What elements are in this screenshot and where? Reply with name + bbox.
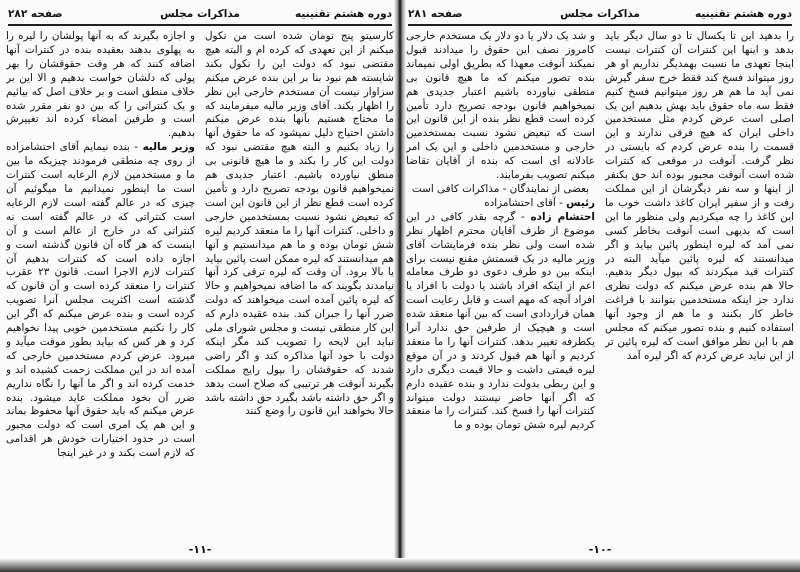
header-volume: دوره هشتم تقنینیه bbox=[695, 8, 792, 20]
paragraph-text: بعضی از نمایندگان - مذاکرات کافی است bbox=[411, 182, 590, 195]
paragraph-text: را بدهید این تا یکسال تا دو سال دیگر باید بدهد و اینها این کنترات آن کنترات نیست اینجا تعهدی ما نسبت بهمدیگر نداریم او هر روز میتواند فسخ کند فقط خرج سفر گیرش نمی آید ما هم هر روز میتوانیم فسخ کنیم فقط سه ماه حقوق باید بهش بدهیم این یک اصلی است عرض کردم مثل مستخدمین داخلی ایران که هیچ فرقی ندارند و این قسمت را بنده عرض کردم که بایستی در نظر گرفت. آنوقت در موقعی که کنترات شده است آنوقت مجبور بوده اند حق بکنفر از اینها و سه نفر دیگرشان از این مملکت رفت و از سفیر ایران کاغذ داشت خوب ما این کاغذ را چه میکردیم ولی منظور ما این است که بدیهی است آنوقت بخاطر کسی نمی آمد که لیره اینطور پائین بیاید و اگر میدانستند که لیره پائین میآید البته در کنترات قید میکردند که بپول دیگر بدهیم. حالا هم بنده عرض میکنم که دولت نظری ندارد جز اینکه مستخدمین بتوانند با فراغت خاطر کار بکنند و ما هم از وجود آنها استفاده کنیم و بنده تصور میکنم که مجلس هم با این نظر موافق است که لیره پائین تر از این نباید عرض کردم که اگر لیره آمد bbox=[605, 30, 794, 362]
text-column-left bbox=[406, 30, 595, 532]
header-page-number: صفحه ۲۸۲ bbox=[8, 8, 63, 20]
paragraph bbox=[406, 30, 595, 183]
speaker-name: رئیس bbox=[566, 196, 595, 209]
paragraph bbox=[605, 30, 794, 364]
paragraph bbox=[406, 183, 595, 197]
text-column-right bbox=[205, 30, 394, 532]
text-column-left bbox=[6, 30, 195, 532]
paragraph bbox=[406, 211, 595, 434]
header-rule bbox=[8, 24, 392, 26]
paragraph bbox=[6, 30, 195, 141]
text-column-right bbox=[605, 30, 794, 532]
page-header bbox=[8, 8, 392, 24]
paragraph-text: - بنده نیمایم آقای احتشامزاده از روی چه منطقی فرمودند چیزیکه ما بین ما و مستخدمین لازم الرعایه است کنترات است ما اینطور نمیدانیم ما میگوئیم آن چیزی که در عالم گفته است لازم الرعایه است کنتراتی که در عالم گفته است نه کنتراتی که در خارج از عالم است و آن اینست که هر گاه آن قانون گذشته است و اجازه داده است که کنترات بدهیم آن کنترات لازم الاجرا است. قانون ۲۳ عقرب کنترات را منعقد کرده است و آن قانون که گذشته است اکثریت مجلس آنرا تصویب کرده است و بنده عرض میکنم که اگر این کار را نکنیم مستخدمین خوبی پیدا نخواهیم کرد و هر کس که بیاید بطور موقت میآید و میرود. عرض کردم مستخدمین خارجی که آمده اند در این مملکت زحمت کشیده اند و خدمت کرده اند و اگر ما آنها را نگاه نداریم ضرر آن بخود مملکت عاید میشود. بنده عرض میکنم که باید حقوق آنها محفوظ بماند و این هم یک امری است که دولت مجبور است در حدود اختیارات خودش هر اقدامی که لازم است بکند و در غیر اینجا bbox=[6, 141, 195, 460]
page-header bbox=[408, 8, 792, 24]
page-footer-number: -۱۱- bbox=[188, 543, 212, 556]
scan-edge-shadow bbox=[0, 558, 800, 572]
paragraph bbox=[205, 30, 394, 419]
header-title: مذاکرات مجلس bbox=[560, 8, 640, 20]
speaker-name: وزیر مالیه bbox=[142, 141, 195, 154]
header-volume: دوره هشتم تقنینیه bbox=[295, 8, 392, 20]
header-page-number: صفحه ۲۸۱ bbox=[408, 8, 463, 20]
speaker-name: احتشام زاده bbox=[530, 210, 595, 223]
book-binding-gutter bbox=[394, 0, 406, 572]
right-page bbox=[400, 0, 800, 572]
paragraph-text: - آقای احتشامزاده bbox=[484, 196, 567, 209]
page-footer-number: -۱۰- bbox=[588, 543, 612, 556]
paragraph-text: و اجازه بگیرند که به آنها پولشان را لیره را به پهلوی بدهند بعقیده بنده در کنترات آنها اضافه کنند که هر وقت حقوقشان را بهر پولی که دلشان خواست بدهیم و الا این بر خلاف منطق است و بر خلاف اصل که بیائیم و یک کنتراتی را که بین دو نفر مقرر شده است و طرفین امضاء کرده اند تغییرش بدهیم. bbox=[6, 30, 195, 140]
paragraph-text: کارسیتو پنج تومان شده است من نکول میکنم از این تعهدی که کرده ام و البته هیچ مقتضی نبود که دولت این را نکول بکند شایسته هم نبود بنا بر این بنده عرض میکنم سزاوار نیست آن مستخدم خارجی این نظر را اظهار بکند. آقای وزیر مالیه میفرمایند که ما محتاج هستیم بآنها بنده عرض میکنم داشتن احتیاج دلیل نمیشود که ما حقوق آنها را زیاد بکنیم و البته هیچ مقتضی نبود که دولت این کار را بکند و ما هیچ قانونی بی منطق نیاورده باشیم. اعتبار جدیدی هم نمیخواهیم قانون بودجه تصریح دارد و تأمین کرده است قطع نظر از این قانون این است که تبعیض نشود نسبت بمستخدمین خارجی و داخلی. کنترات آنها را ما منعقد کردیم لیره شش تومان بوده و ما هم میدانستیم و آنها هم میدانستند که لیره ممکن است پائین بیاید یا بالا برود. آن وقت که لیره ترقی کرد آنها نیامدند بگویند که ما اضافه نمیخواهیم و حالا که لیره پائین آمده است میخواهند که دولت ضرر آنها را جبران کند. بنده عقیده دارم که این کار منطقی نیست و مجلس شورای ملی نباید این لایحه را تصویب کند مگر اینکه دولت با خود آنها مذاکره کند و اگر راضی شدند که حقوقشان را بپول رایج مملکت بگیرند آنوقت هر ترتیبی که صلاح است بدهد و اگر حق داشته باشد بگیرد حق داشته باشد حالا بخواهند این قانون را وضع کنند bbox=[205, 30, 394, 418]
paragraph bbox=[406, 197, 595, 211]
paragraph bbox=[6, 141, 195, 461]
header-title: مذاکرات مجلس bbox=[160, 8, 240, 20]
header-rule bbox=[408, 24, 792, 26]
paragraph-text: - گرچه بقدر کافی در این موضوع از طرف آقایان محترم اظهار نظر شده است ولی نظر بنده فرمایشات آقای وزیر مالیه در یک قسمتش مقنع نیست برای اینکه بین دو طرف دعوی دو طرف معامله اعم از اینکه افراد باشند یا دولت با افراد یا افراد آنچه که مهم است و قابل رعایت است همان قراردادی است که بین آنها منعقد شده است و هیچیک از طرفین حق ندارد آنرا یکطرفه تغییر بدهد. کنترات آنها را ما منعقد کردیم و آنها هم قبول کردند و در آن موقع لیره قیمتی داشت و حالا قیمت دیگری دارد و این ربطی بدولت ندارد و بنده عقیده دارم که اگر آنها حاضر نیستند دولت میتواند کنترات آنها را فسخ کند. کنترات را ما منعقد کردیم لیره شش تومان بوده و ما bbox=[406, 210, 595, 432]
paragraph-text: و شد یک دلار یا دو دلار یک مستخدم خارجی کامروز نصف این حقوق را میدادند قبول نمیکند آنوقت معهذا که بطریق اولی نمیماند بنده تصور میکنم که ما هیچ قانون بی منطقی نیاورده باشیم اعتبار جدیدی هم نمیخواهیم قانون بودجه تصریح دارد تأمین کرده است قطع نظر بنده از این قانون این است که تبعیض نشود نسبت بمستخدمین خارجی و مستخدمین داخلی و این یک امر عادلانه ای است که بنده از آقایان تقاضا میکنم تصویب بفرمایند. bbox=[406, 30, 595, 182]
